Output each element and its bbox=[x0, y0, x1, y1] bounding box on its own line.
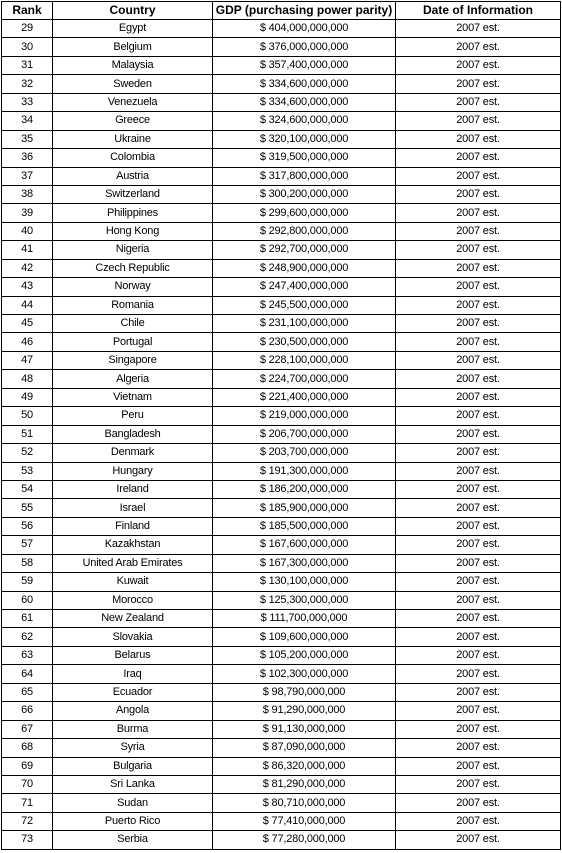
rank-cell: 41 bbox=[2, 241, 53, 259]
country-cell: Colombia bbox=[53, 149, 213, 167]
date-cell: 2007 est. bbox=[396, 296, 561, 314]
gdp-cell: $ 105,200,000,000 bbox=[213, 646, 396, 664]
gdp-cell: $ 319,500,000,000 bbox=[213, 149, 396, 167]
rank-cell: 30 bbox=[2, 38, 53, 56]
date-cell: 2007 est. bbox=[396, 646, 561, 664]
table-row bbox=[2, 591, 561, 609]
table-row bbox=[2, 775, 561, 793]
rank-cell: 50 bbox=[2, 407, 53, 425]
country-cell: Ukraine bbox=[53, 130, 213, 148]
date-cell: 2007 est. bbox=[396, 185, 561, 203]
gdp-cell: $ 224,700,000,000 bbox=[213, 370, 396, 388]
date-cell: 2007 est. bbox=[396, 425, 561, 443]
gdp-ranking-table bbox=[1, 1, 561, 850]
date-cell: 2007 est. bbox=[396, 444, 561, 462]
rank-cell: 66 bbox=[2, 702, 53, 720]
date-cell: 2007 est. bbox=[396, 462, 561, 480]
table-row bbox=[2, 259, 561, 277]
country-cell: Norway bbox=[53, 278, 213, 296]
gdp-cell: $ 230,500,000,000 bbox=[213, 333, 396, 351]
date-cell: 2007 est. bbox=[396, 517, 561, 535]
country-cell: Hong Kong bbox=[53, 222, 213, 240]
table-row bbox=[2, 480, 561, 498]
gdp-cell: $ 357,400,000,000 bbox=[213, 56, 396, 74]
rank-cell: 42 bbox=[2, 259, 53, 277]
country-cell: Bangladesh bbox=[53, 425, 213, 443]
header-date: Date of Information bbox=[396, 2, 561, 20]
rank-cell: 59 bbox=[2, 573, 53, 591]
gdp-cell: $ 206,700,000,000 bbox=[213, 425, 396, 443]
date-cell: 2007 est. bbox=[396, 536, 561, 554]
table-row bbox=[2, 646, 561, 664]
gdp-cell: $ 81,290,000,000 bbox=[213, 775, 396, 793]
country-cell: Bulgaria bbox=[53, 757, 213, 775]
table-row bbox=[2, 517, 561, 535]
gdp-cell: $ 299,600,000,000 bbox=[213, 204, 396, 222]
gdp-cell: $ 91,290,000,000 bbox=[213, 702, 396, 720]
table-row bbox=[2, 222, 561, 240]
country-cell: Ireland bbox=[53, 480, 213, 498]
country-cell: Chile bbox=[53, 315, 213, 333]
rank-cell: 34 bbox=[2, 112, 53, 130]
date-cell: 2007 est. bbox=[396, 665, 561, 683]
gdp-cell: $ 191,300,000,000 bbox=[213, 462, 396, 480]
date-cell: 2007 est. bbox=[396, 388, 561, 406]
date-cell: 2007 est. bbox=[396, 259, 561, 277]
table-row bbox=[2, 628, 561, 646]
date-cell: 2007 est. bbox=[396, 241, 561, 259]
country-cell: Egypt bbox=[53, 20, 213, 38]
country-cell: Malaysia bbox=[53, 56, 213, 74]
date-cell: 2007 est. bbox=[396, 407, 561, 425]
country-cell: Hungary bbox=[53, 462, 213, 480]
table-row bbox=[2, 388, 561, 406]
date-cell: 2007 est. bbox=[396, 351, 561, 369]
gdp-cell: $ 77,280,000,000 bbox=[213, 831, 396, 849]
table-row bbox=[2, 315, 561, 333]
date-cell: 2007 est. bbox=[396, 554, 561, 572]
gdp-cell: $ 320,100,000,000 bbox=[213, 130, 396, 148]
table-row bbox=[2, 499, 561, 517]
table-row bbox=[2, 112, 561, 130]
gdp-cell: $ 317,800,000,000 bbox=[213, 167, 396, 185]
table-row bbox=[2, 56, 561, 74]
gdp-cell: $ 245,500,000,000 bbox=[213, 296, 396, 314]
country-cell: Finland bbox=[53, 517, 213, 535]
gdp-cell: $ 186,200,000,000 bbox=[213, 480, 396, 498]
date-cell: 2007 est. bbox=[396, 757, 561, 775]
rank-cell: 47 bbox=[2, 351, 53, 369]
gdp-cell: $ 111,700,000,000 bbox=[213, 610, 396, 628]
date-cell: 2007 est. bbox=[396, 812, 561, 830]
rank-cell: 31 bbox=[2, 56, 53, 74]
rank-cell: 29 bbox=[2, 20, 53, 38]
date-cell: 2007 est. bbox=[396, 315, 561, 333]
date-cell: 2007 est. bbox=[396, 93, 561, 111]
rank-cell: 65 bbox=[2, 683, 53, 701]
country-cell: Sweden bbox=[53, 75, 213, 93]
country-cell: Kuwait bbox=[53, 573, 213, 591]
rank-cell: 63 bbox=[2, 646, 53, 664]
date-cell: 2007 est. bbox=[396, 333, 561, 351]
date-cell: 2007 est. bbox=[396, 739, 561, 757]
date-cell: 2007 est. bbox=[396, 610, 561, 628]
rank-cell: 55 bbox=[2, 499, 53, 517]
gdp-cell: $ 109,600,000,000 bbox=[213, 628, 396, 646]
date-cell: 2007 est. bbox=[396, 702, 561, 720]
gdp-cell: $ 300,200,000,000 bbox=[213, 185, 396, 203]
gdp-cell: $ 247,400,000,000 bbox=[213, 278, 396, 296]
table-row bbox=[2, 407, 561, 425]
gdp-cell: $ 87,090,000,000 bbox=[213, 739, 396, 757]
date-cell: 2007 est. bbox=[396, 75, 561, 93]
country-cell: Algeria bbox=[53, 370, 213, 388]
country-cell: Serbia bbox=[53, 831, 213, 849]
country-cell: Singapore bbox=[53, 351, 213, 369]
rank-cell: 56 bbox=[2, 517, 53, 535]
gdp-cell: $ 91,130,000,000 bbox=[213, 720, 396, 738]
gdp-cell: $ 219,000,000,000 bbox=[213, 407, 396, 425]
date-cell: 2007 est. bbox=[396, 370, 561, 388]
table-row bbox=[2, 812, 561, 830]
table-body bbox=[2, 20, 561, 850]
rank-cell: 73 bbox=[2, 831, 53, 849]
date-cell: 2007 est. bbox=[396, 573, 561, 591]
country-cell: Iraq bbox=[53, 665, 213, 683]
table-row bbox=[2, 278, 561, 296]
date-cell: 2007 est. bbox=[396, 167, 561, 185]
table-row bbox=[2, 167, 561, 185]
table-row bbox=[2, 683, 561, 701]
gdp-cell: $ 102,300,000,000 bbox=[213, 665, 396, 683]
country-cell: Peru bbox=[53, 407, 213, 425]
rank-cell: 36 bbox=[2, 149, 53, 167]
country-cell: Kazakhstan bbox=[53, 536, 213, 554]
country-cell: Nigeria bbox=[53, 241, 213, 259]
rank-cell: 70 bbox=[2, 775, 53, 793]
gdp-cell: $ 125,300,000,000 bbox=[213, 591, 396, 609]
date-cell: 2007 est. bbox=[396, 38, 561, 56]
gdp-cell: $ 248,900,000,000 bbox=[213, 259, 396, 277]
gdp-cell: $ 404,000,000,000 bbox=[213, 20, 396, 38]
country-cell: Belgium bbox=[53, 38, 213, 56]
rank-cell: 37 bbox=[2, 167, 53, 185]
date-cell: 2007 est. bbox=[396, 56, 561, 74]
table-row bbox=[2, 554, 561, 572]
table-row bbox=[2, 149, 561, 167]
date-cell: 2007 est. bbox=[396, 112, 561, 130]
table-row bbox=[2, 370, 561, 388]
country-cell: Puerto Rico bbox=[53, 812, 213, 830]
table-row bbox=[2, 757, 561, 775]
rank-cell: 43 bbox=[2, 278, 53, 296]
rank-cell: 39 bbox=[2, 204, 53, 222]
table-row bbox=[2, 38, 561, 56]
country-cell: Slovakia bbox=[53, 628, 213, 646]
rank-cell: 67 bbox=[2, 720, 53, 738]
rank-cell: 45 bbox=[2, 315, 53, 333]
rank-cell: 61 bbox=[2, 610, 53, 628]
rank-cell: 53 bbox=[2, 462, 53, 480]
date-cell: 2007 est. bbox=[396, 278, 561, 296]
gdp-cell: $ 292,800,000,000 bbox=[213, 222, 396, 240]
country-cell: Venezuela bbox=[53, 93, 213, 111]
header-gdp: GDP (purchasing power parity) bbox=[213, 2, 396, 20]
rank-cell: 62 bbox=[2, 628, 53, 646]
rank-cell: 68 bbox=[2, 739, 53, 757]
gdp-cell: $ 98,790,000,000 bbox=[213, 683, 396, 701]
date-cell: 2007 est. bbox=[396, 499, 561, 517]
date-cell: 2007 est. bbox=[396, 794, 561, 812]
header-rank: Rank bbox=[2, 2, 53, 20]
gdp-cell: $ 77,410,000,000 bbox=[213, 812, 396, 830]
date-cell: 2007 est. bbox=[396, 480, 561, 498]
country-cell: Israel bbox=[53, 499, 213, 517]
table-row bbox=[2, 665, 561, 683]
table-row bbox=[2, 831, 561, 849]
table-row bbox=[2, 739, 561, 757]
table-row bbox=[2, 425, 561, 443]
country-cell: Sri Lanka bbox=[53, 775, 213, 793]
header-country: Country bbox=[53, 2, 213, 20]
gdp-cell: $ 130,100,000,000 bbox=[213, 573, 396, 591]
gdp-cell: $ 231,100,000,000 bbox=[213, 315, 396, 333]
date-cell: 2007 est. bbox=[396, 775, 561, 793]
gdp-cell: $ 334,600,000,000 bbox=[213, 93, 396, 111]
date-cell: 2007 est. bbox=[396, 683, 561, 701]
table-row bbox=[2, 185, 561, 203]
country-cell: Syria bbox=[53, 739, 213, 757]
rank-cell: 48 bbox=[2, 370, 53, 388]
gdp-cell: $ 167,600,000,000 bbox=[213, 536, 396, 554]
country-cell: Ecuador bbox=[53, 683, 213, 701]
table-row bbox=[2, 444, 561, 462]
gdp-cell: $ 228,100,000,000 bbox=[213, 351, 396, 369]
rank-cell: 58 bbox=[2, 554, 53, 572]
rank-cell: 44 bbox=[2, 296, 53, 314]
table-row bbox=[2, 130, 561, 148]
table-row bbox=[2, 462, 561, 480]
gdp-cell: $ 292,700,000,000 bbox=[213, 241, 396, 259]
gdp-cell: $ 324,600,000,000 bbox=[213, 112, 396, 130]
date-cell: 2007 est. bbox=[396, 222, 561, 240]
country-cell: Greece bbox=[53, 112, 213, 130]
rank-cell: 40 bbox=[2, 222, 53, 240]
rank-cell: 72 bbox=[2, 812, 53, 830]
table-row bbox=[2, 204, 561, 222]
country-cell: Austria bbox=[53, 167, 213, 185]
date-cell: 2007 est. bbox=[396, 149, 561, 167]
date-cell: 2007 est. bbox=[396, 204, 561, 222]
rank-cell: 33 bbox=[2, 93, 53, 111]
rank-cell: 52 bbox=[2, 444, 53, 462]
rank-cell: 57 bbox=[2, 536, 53, 554]
rank-cell: 49 bbox=[2, 388, 53, 406]
table-row bbox=[2, 333, 561, 351]
country-cell: Angola bbox=[53, 702, 213, 720]
rank-cell: 69 bbox=[2, 757, 53, 775]
country-cell: Denmark bbox=[53, 444, 213, 462]
gdp-cell: $ 167,300,000,000 bbox=[213, 554, 396, 572]
gdp-cell: $ 334,600,000,000 bbox=[213, 75, 396, 93]
table-row bbox=[2, 75, 561, 93]
rank-cell: 54 bbox=[2, 480, 53, 498]
country-cell: United Arab Emirates bbox=[53, 554, 213, 572]
gdp-cell: $ 80,710,000,000 bbox=[213, 794, 396, 812]
country-cell: Switzerland bbox=[53, 185, 213, 203]
date-cell: 2007 est. bbox=[396, 628, 561, 646]
table-row bbox=[2, 351, 561, 369]
table-row bbox=[2, 93, 561, 111]
table-row bbox=[2, 720, 561, 738]
country-cell: Czech Republic bbox=[53, 259, 213, 277]
gdp-cell: $ 376,000,000,000 bbox=[213, 38, 396, 56]
date-cell: 2007 est. bbox=[396, 720, 561, 738]
rank-cell: 60 bbox=[2, 591, 53, 609]
rank-cell: 46 bbox=[2, 333, 53, 351]
date-cell: 2007 est. bbox=[396, 831, 561, 849]
rank-cell: 38 bbox=[2, 185, 53, 203]
table-row bbox=[2, 573, 561, 591]
table-row bbox=[2, 702, 561, 720]
gdp-cell: $ 203,700,000,000 bbox=[213, 444, 396, 462]
table-row bbox=[2, 536, 561, 554]
date-cell: 2007 est. bbox=[396, 591, 561, 609]
country-cell: Belarus bbox=[53, 646, 213, 664]
rank-cell: 35 bbox=[2, 130, 53, 148]
country-cell: Sudan bbox=[53, 794, 213, 812]
gdp-cell: $ 86,320,000,000 bbox=[213, 757, 396, 775]
table-row bbox=[2, 241, 561, 259]
rank-cell: 71 bbox=[2, 794, 53, 812]
gdp-cell: $ 185,500,000,000 bbox=[213, 517, 396, 535]
rank-cell: 51 bbox=[2, 425, 53, 443]
table-row bbox=[2, 20, 561, 38]
rank-cell: 64 bbox=[2, 665, 53, 683]
country-cell: New Zealand bbox=[53, 610, 213, 628]
country-cell: Morocco bbox=[53, 591, 213, 609]
country-cell: Burma bbox=[53, 720, 213, 738]
date-cell: 2007 est. bbox=[396, 20, 561, 38]
country-cell: Portugal bbox=[53, 333, 213, 351]
country-cell: Philippines bbox=[53, 204, 213, 222]
table-header-row bbox=[2, 2, 561, 20]
gdp-cell: $ 221,400,000,000 bbox=[213, 388, 396, 406]
date-cell: 2007 est. bbox=[396, 130, 561, 148]
rank-cell: 32 bbox=[2, 75, 53, 93]
table-row bbox=[2, 296, 561, 314]
gdp-cell: $ 185,900,000,000 bbox=[213, 499, 396, 517]
country-cell: Romania bbox=[53, 296, 213, 314]
table-row bbox=[2, 794, 561, 812]
country-cell: Vietnam bbox=[53, 388, 213, 406]
table-row bbox=[2, 610, 561, 628]
